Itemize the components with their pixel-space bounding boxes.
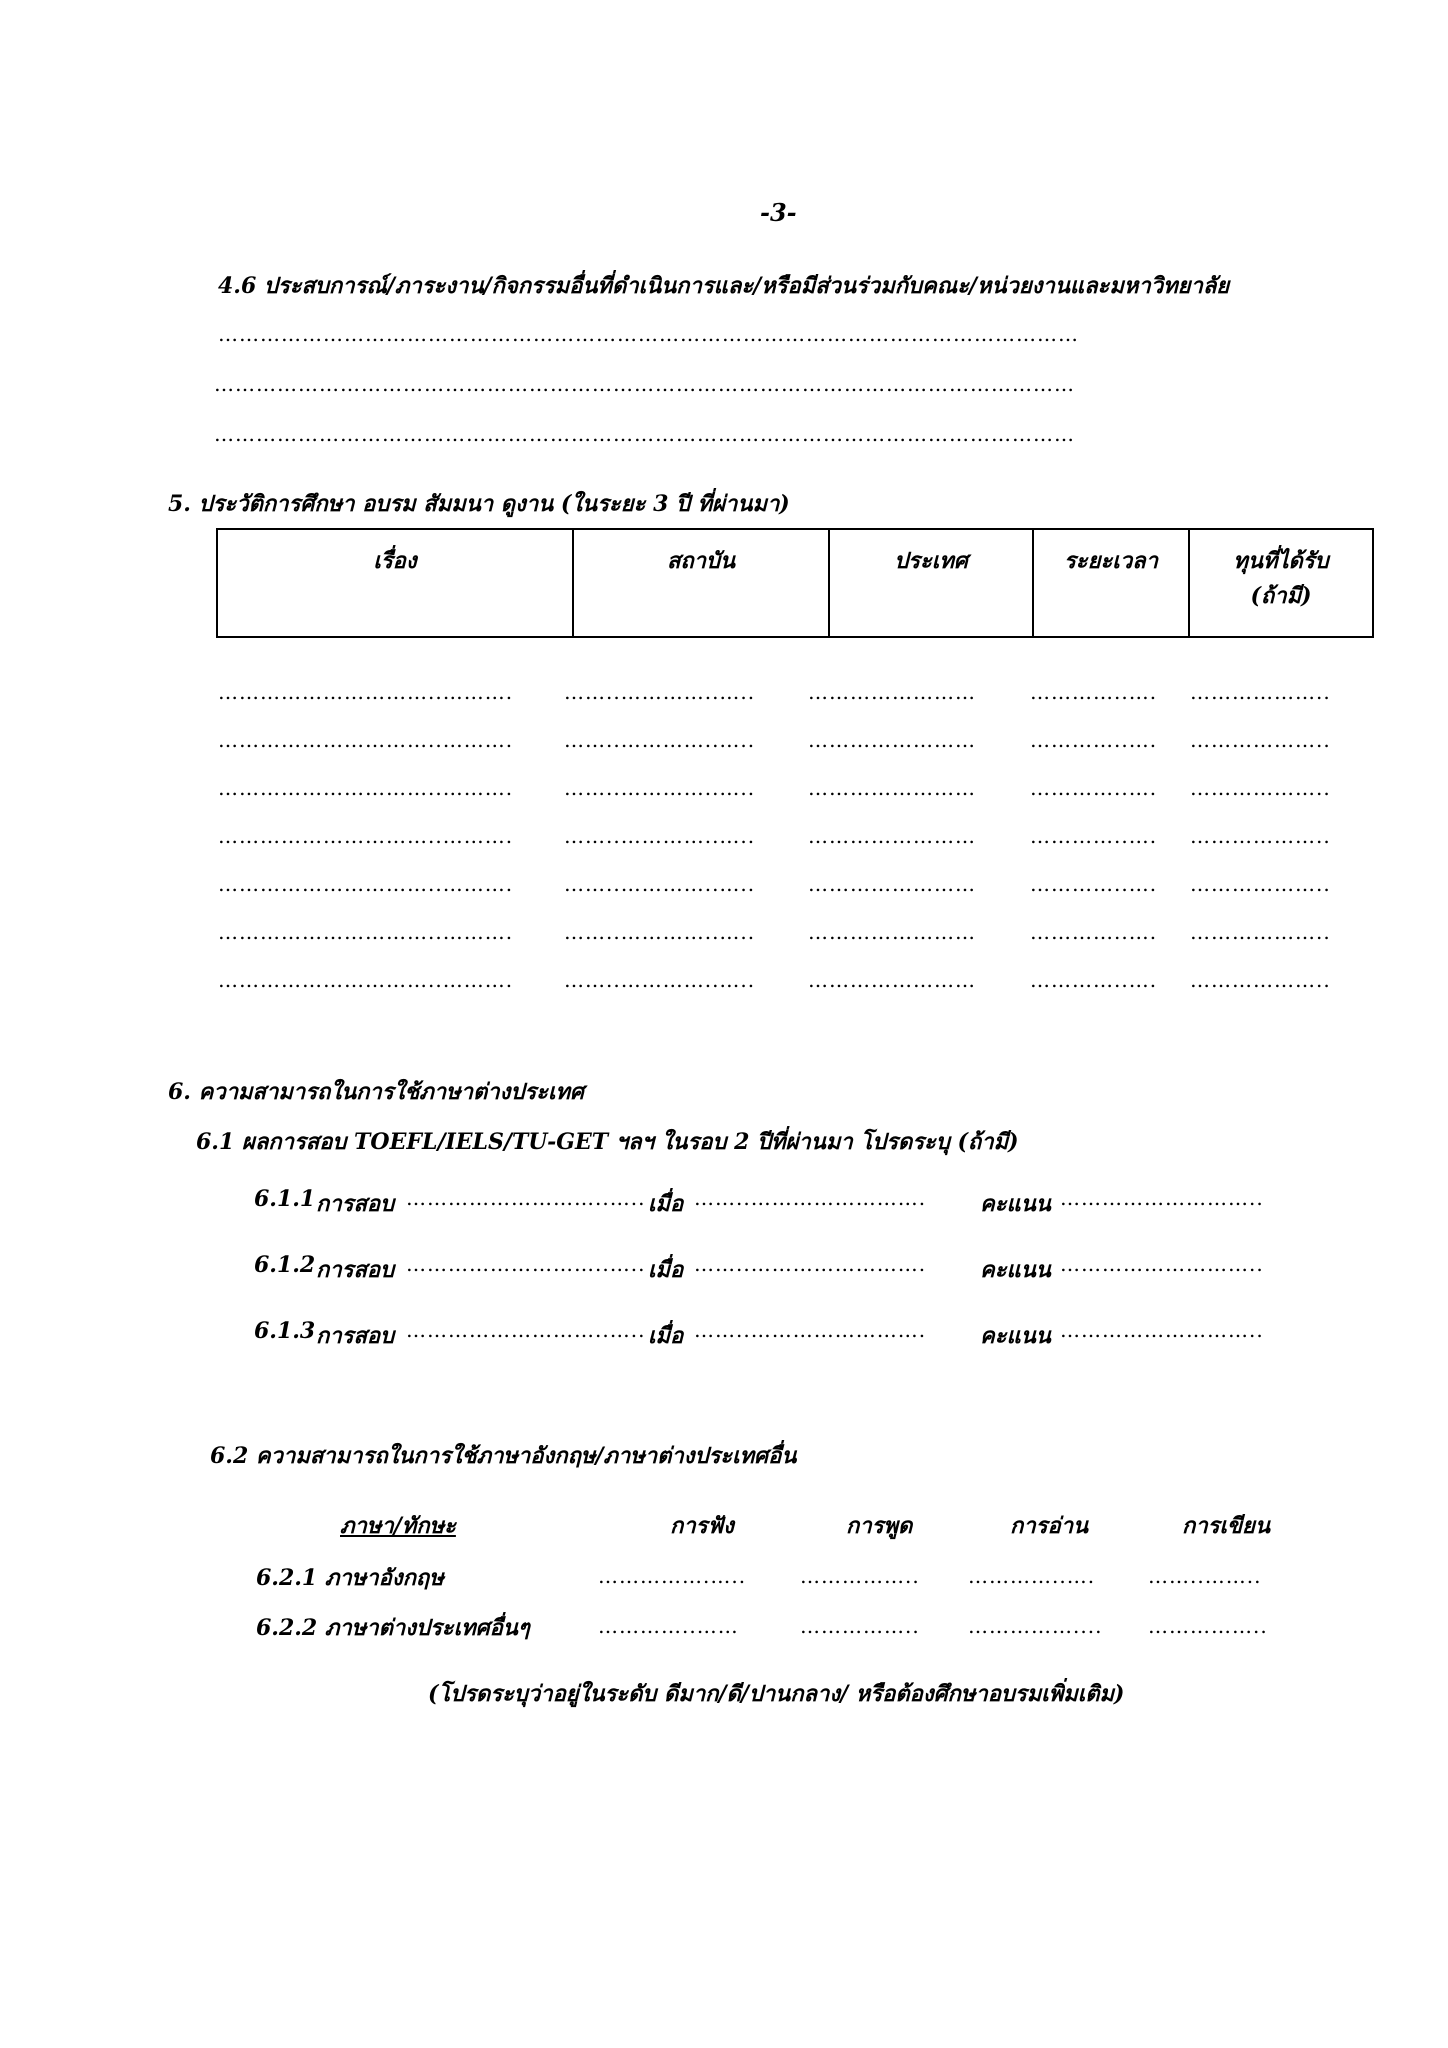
education-history-table (216, 528, 1374, 638)
exam-score-field[interactable]: ……………………….. (1060, 1186, 1264, 1210)
fill-field[interactable]: ……..…………..….. (564, 968, 756, 992)
language-level-field[interactable]: ……..…….. (1148, 1564, 1262, 1588)
exam-date-label: เมื่อ (648, 1323, 684, 1349)
lang-header-writing: การเขียน (1182, 1513, 1270, 1539)
fill-field[interactable]: ……………….. (1190, 776, 1331, 800)
fill-field[interactable]: …………..…. (1030, 920, 1158, 944)
fill-field[interactable]: ……..…………..….. (564, 776, 756, 800)
exam-score-field[interactable]: ……………………….. (1060, 1252, 1264, 1276)
fill-field[interactable]: …………………………..………. (218, 824, 514, 848)
exam-number: 6.1.2 (254, 1252, 316, 1278)
section-5-title: 5. ประวัติการศึกษา อบรม สัมมนา ดูงาน (ในระยะ 3 ปี ที่ผ่านมา) (168, 491, 790, 517)
section-6-title: 6. ความสามารถในการใช้ภาษาต่างประเทศ (168, 1079, 584, 1105)
level-note: (โปรดระบุว่าอยู่ในระดับ ดีมาก/ดี/ปานกลาง/ หรือต้องศึกษาอบรมเพิ่มเติม) (428, 1681, 1125, 1707)
section-6-1-title: 6.1 ผลการสอบ TOEFL/IELS/TU-GET ฯลฯ ในรอบ 2 ปีที่ผ่านมา โปรดระบุ (ถ้ามี) (196, 1129, 1019, 1155)
exam-label: การสอบ (316, 1323, 395, 1349)
exam-date-field[interactable]: ……..……………………. (694, 1186, 927, 1210)
header-institution: สถาบัน (573, 529, 829, 637)
lang-header-skill-label: ภาษา/ทักษะ (340, 1513, 456, 1539)
fill-field[interactable]: ……..…………..….. (564, 872, 756, 896)
fill-line[interactable]: …………………………………………………………………………………………………………… (214, 422, 1075, 446)
fill-field[interactable]: ……………….. (1190, 824, 1331, 848)
fill-field[interactable]: …………………………..………. (218, 920, 514, 944)
exam-score-field[interactable]: ……………………….. (1060, 1318, 1264, 1342)
section-6-2-title: 6.2 ความสามารถในการใช้ภาษาอังกฤษ/ภาษาต่างประเทศอื่น (210, 1443, 797, 1469)
lang-header-speaking: การพูด (846, 1513, 913, 1539)
fill-line[interactable]: …………………………………………………………………………………………………………… (218, 322, 1079, 346)
fill-field[interactable]: …………………… (808, 776, 976, 800)
fill-field[interactable]: ……………….. (1190, 968, 1331, 992)
fill-field[interactable]: …………………… (808, 872, 976, 896)
exam-label: การสอบ (316, 1191, 395, 1217)
section-4-6-title: 4.6 ประสบการณ์/ภาระงาน/กิจกรรมอื่นที่ดำเนินการและ/หรือมีส่วนร่วมกับคณะ/หน่วยงานและมหาวิทยาลัย (218, 273, 1230, 299)
header-funding-note: (ถ้ามี) (1250, 583, 1312, 610)
fill-field[interactable]: …………………… (808, 968, 976, 992)
fill-field[interactable]: ……..…………..….. (564, 680, 756, 704)
fill-field[interactable]: ……..…………..….. (564, 728, 756, 752)
exam-score-label: คะแนน (980, 1323, 1051, 1349)
exam-score-label: คะแนน (980, 1257, 1051, 1283)
fill-field[interactable]: …………………… (808, 920, 976, 944)
language-level-field[interactable]: …………….….. (598, 1564, 747, 1588)
language-label: 6.2.1 ภาษาอังกฤษ (256, 1565, 444, 1591)
lang-header-listening: การฟัง (670, 1513, 734, 1539)
fill-field[interactable]: ……..…………..….. (564, 920, 756, 944)
header-topic: เรื่อง (217, 529, 573, 637)
header-funding-label: ทุนที่ได้รับ (1233, 548, 1329, 574)
fill-field[interactable]: ……………….. (1190, 872, 1331, 896)
exam-name-field[interactable]: ………………………..….. (406, 1318, 646, 1342)
exam-date-field[interactable]: ……..……………………. (694, 1318, 927, 1342)
exam-date-field[interactable]: ……..……………………. (694, 1252, 927, 1276)
lang-header-skill (340, 1508, 456, 1543)
fill-field[interactable]: …………………………..………. (218, 680, 514, 704)
fill-field[interactable]: ……..…………..….. (564, 824, 756, 848)
fill-field[interactable]: …………………………..………. (218, 776, 514, 800)
language-level-field[interactable]: …………..…. (968, 1564, 1096, 1588)
fill-field[interactable]: …………..…. (1030, 776, 1158, 800)
language-level-field[interactable]: …………….. (1148, 1614, 1268, 1638)
exam-number: 6.1.1 (254, 1186, 316, 1212)
fill-line[interactable]: …………………………………………………………………………………………………………… (214, 372, 1075, 396)
language-level-field[interactable]: …………..…… (598, 1614, 739, 1638)
fill-field[interactable]: …………..…. (1030, 824, 1158, 848)
fill-field[interactable]: …………………………..………. (218, 968, 514, 992)
fill-field[interactable]: …………..…. (1030, 680, 1158, 704)
exam-score-label: คะแนน (980, 1191, 1051, 1217)
language-level-field[interactable]: …………….... (968, 1614, 1103, 1638)
page-number: -3- (760, 198, 797, 227)
language-level-field[interactable]: …………….. (800, 1614, 920, 1638)
lang-header-reading: การอ่าน (1010, 1513, 1089, 1539)
exam-date-label: เมื่อ (648, 1191, 684, 1217)
fill-field[interactable]: …………………… (808, 680, 976, 704)
fill-field[interactable]: …………………………..………. (218, 728, 514, 752)
language-label: 6.2.2 ภาษาต่างประเทศอื่นๆ (256, 1615, 530, 1641)
exam-name-field[interactable]: ………………………..….. (406, 1186, 646, 1210)
fill-field[interactable]: …………………… (808, 728, 976, 752)
fill-field[interactable]: …………………… (808, 824, 976, 848)
header-funding (1189, 529, 1373, 637)
fill-field[interactable]: ……………….. (1190, 728, 1331, 752)
fill-field[interactable]: ……………….. (1190, 920, 1331, 944)
language-level-field[interactable]: …………….. (800, 1564, 920, 1588)
header-duration: ระยะเวลา (1033, 529, 1189, 637)
exam-date-label: เมื่อ (648, 1257, 684, 1283)
fill-field[interactable]: ……………….. (1190, 680, 1331, 704)
fill-field[interactable]: …………..…. (1030, 968, 1158, 992)
header-country: ประเทศ (829, 529, 1033, 637)
fill-field[interactable]: …………..…. (1030, 728, 1158, 752)
exam-label: การสอบ (316, 1257, 395, 1283)
exam-name-field[interactable]: ………………………..….. (406, 1252, 646, 1276)
fill-field[interactable]: …………..…. (1030, 872, 1158, 896)
exam-number: 6.1.3 (254, 1318, 316, 1344)
fill-field[interactable]: …………………………..………. (218, 872, 514, 896)
